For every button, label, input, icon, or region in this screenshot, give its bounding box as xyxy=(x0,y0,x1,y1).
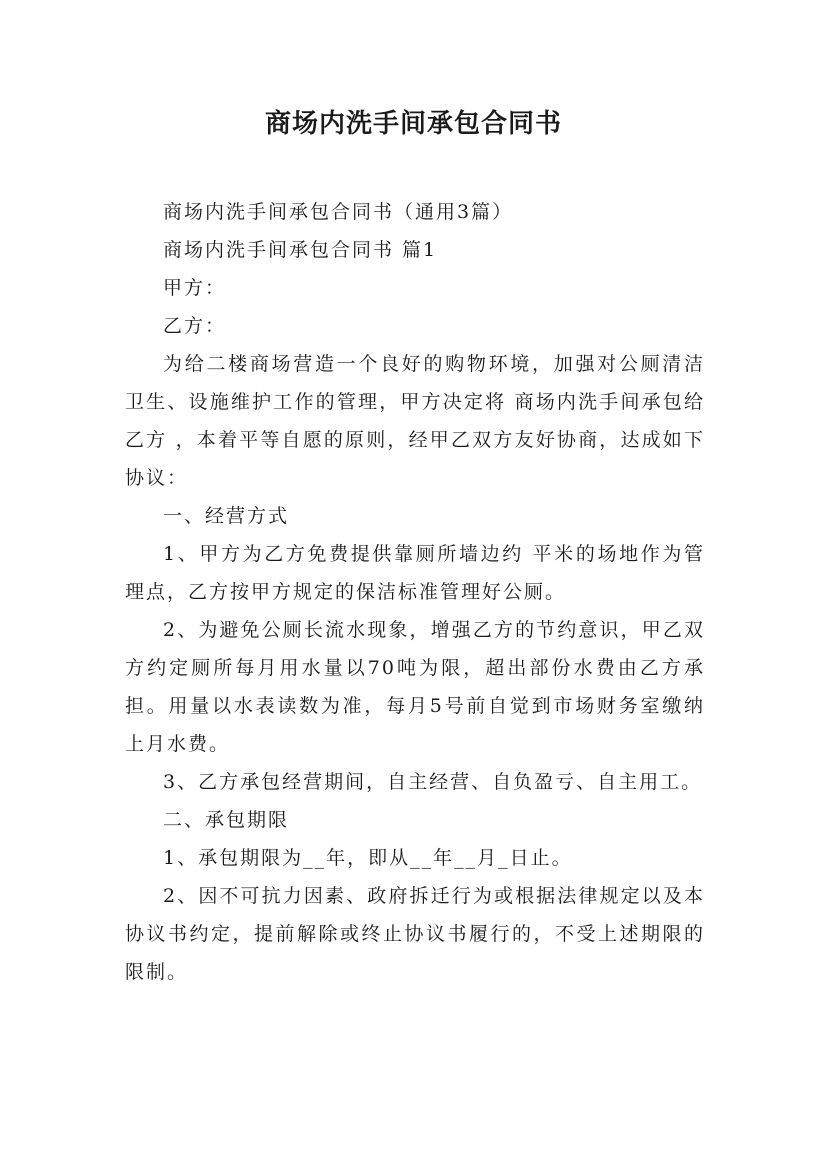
clause-heading-term: 二、承包期限 xyxy=(163,809,290,831)
clause-1-2: 2、为避免公厕长流水现象，增强乙方的节约意识，甲乙双方约定厕所每月用水量以70吨为限，超出部份水费由乙方承担。用量以水表读数为准，每月5号前自觉到市场财务室缴纳上月水费。 xyxy=(125,619,705,755)
section-heading: 商场内洗手间承包合同书 篇1 xyxy=(163,239,438,261)
clause-heading-operation: 一、经营方式 xyxy=(163,505,290,527)
document-body xyxy=(125,193,705,991)
document-title: 商场内洗手间承包合同书 xyxy=(264,109,562,139)
intro-paragraph: 为给二楼商场营造一个良好的购物环境，加强对公厕清洁卫生、设施维护工作的管理，甲方决定将 商场内洗手间承包给乙方 ，本着平等自愿的原则，经甲乙双方友好协商，达成如下协议： xyxy=(125,353,705,489)
clause-1-1: 1、甲方为乙方免费提供靠厕所墙边约 平米的场地作为管理点，乙方按甲方规定的保洁标准管理好公厕。 xyxy=(125,543,705,603)
document-subtitle: 商场内洗手间承包合同书（通用3篇） xyxy=(163,201,514,223)
clause-1-3: 3、乙方承包经营期间，自主经营、自负盈亏、自主用工。 xyxy=(163,771,703,793)
clause-2-1: 1、承包期限为__年，即从__年__月_日止。 xyxy=(163,847,573,869)
clause-2-2: 2、因不可抗力因素、政府拆迁行为或根据法律规定以及本协议书约定，提前解除或终止协议书履行的，不受上述期限的限制。 xyxy=(125,885,705,983)
party-a-line: 甲方： xyxy=(163,277,227,299)
party-b-line: 乙方： xyxy=(163,315,227,337)
